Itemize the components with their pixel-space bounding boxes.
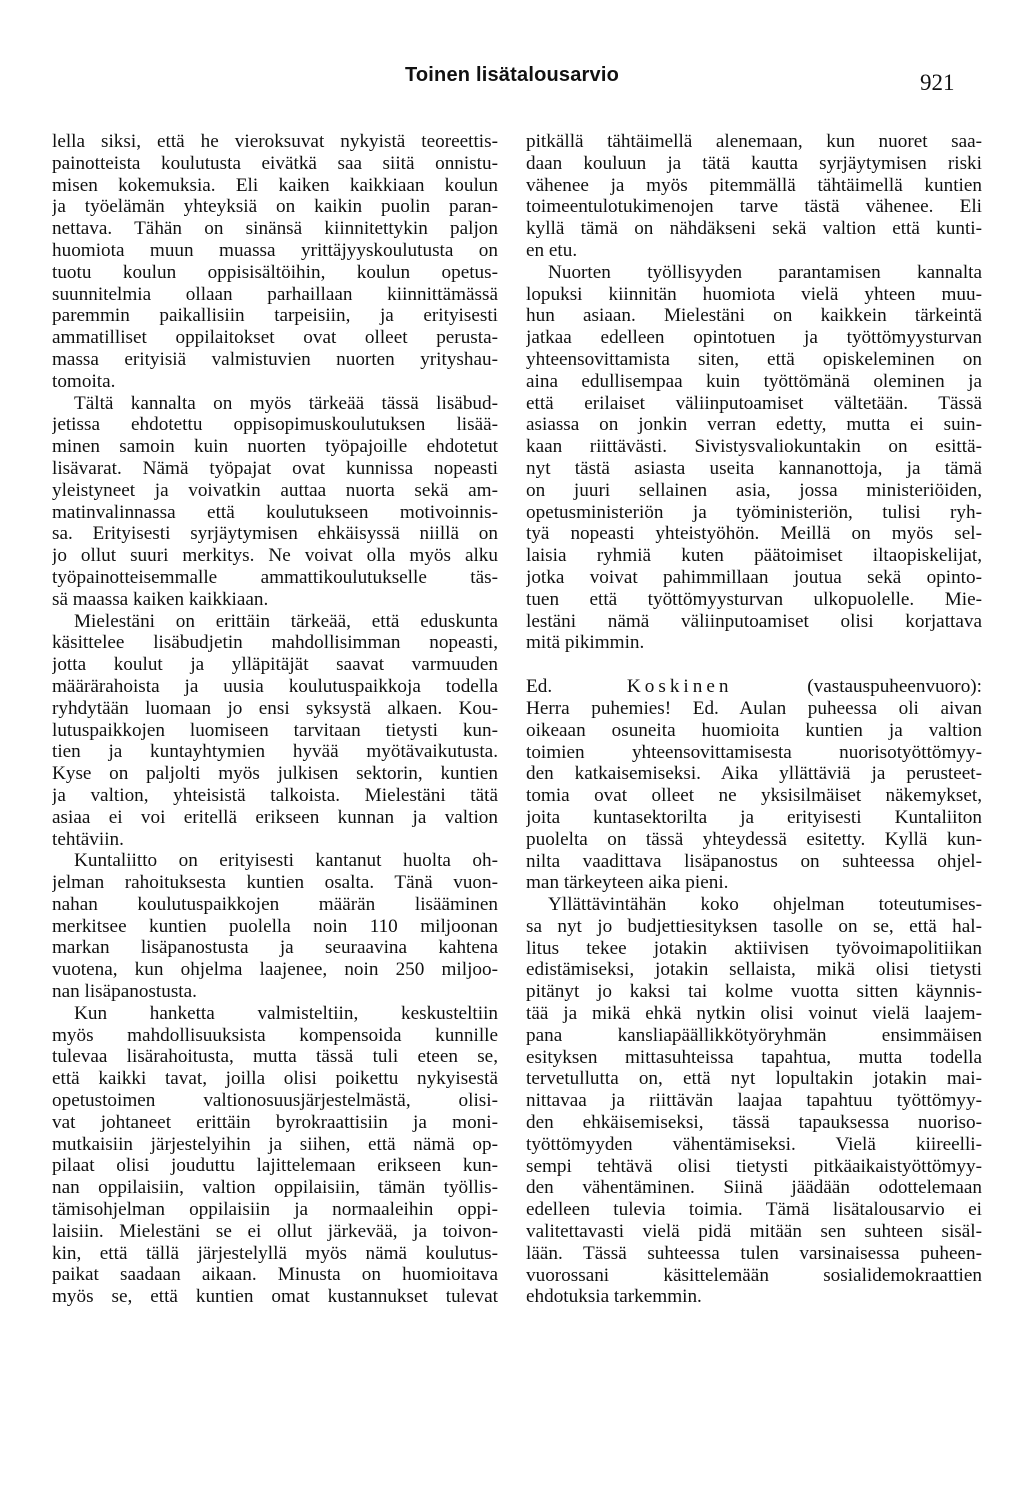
text-line: paremmin paikallisiin tarpeisiin, ja erityisesti — [52, 305, 498, 327]
text-line: toimeentulotukimenojen tarve tästä vähenee. Eli — [526, 196, 982, 218]
text-line: litus tekee jotakin aktiivisen työvoimapolitiikan — [526, 937, 982, 959]
text-line: jotka voivat pahimmillaan joutua sekä opinto- — [526, 566, 982, 588]
text-line: tomia ovat olleet ne yksisilmäiset näkemykset, — [526, 785, 982, 807]
text-line: tervetullutta on, että nyt lopultakin jotakin mai- — [526, 1068, 982, 1090]
text-line: Tältä kannalta on myös tärkeää tässä lisäbud- — [74, 392, 498, 414]
text-line: sä maassa kaiken kaikkiaan. — [52, 588, 269, 610]
left-column — [52, 131, 498, 1308]
text-line: en etu. — [526, 239, 578, 261]
text-line: nettava. Tähän on sinänsä kiinnitettykin paljon — [52, 218, 498, 240]
page-number: 921 — [920, 70, 955, 95]
text-line: ryhdytään luomaan jo ensi syksystä alkaen. Kou- — [52, 697, 498, 719]
text-line: markan lisäpanostusta ja seuraavina kahtena — [52, 937, 498, 959]
text-line: Herra puhemies! Ed. Aulan puheessa oli aivan — [526, 697, 982, 719]
text-line: tomoita. — [52, 370, 116, 392]
text-line: laisia ryhmiä kuten päätoimiset iltaopiskelijat, — [526, 545, 982, 567]
text-line: yleistyneet ja voivatkin auttaa nuorta sekä am- — [52, 479, 498, 501]
text-line: mutkaisiin järjestelyihin ja siihen, että nämä op- — [52, 1133, 498, 1155]
text-line: ja valtion, yhteisistä talkoista. Mielestäni tätä — [52, 784, 498, 806]
text-line: paikat saadaan aikaan. Minusta on huomioitava — [52, 1264, 498, 1286]
text-line: matinvalinnassa että koulutukseen motivoinnis- — [52, 501, 498, 523]
speaker-line — [526, 676, 982, 698]
text-line: nahan koulutuspaikkojen määrän lisääminen — [52, 893, 498, 915]
text-line: ja työelämän yhteyksiä on kaikin puolin paran- — [52, 196, 498, 218]
text-line: man tärkeyteen aika pieni. — [526, 872, 729, 894]
text-line: merkitsee kuntien puolella noin 110 miljoonan — [52, 915, 498, 937]
text-line: Mielestäni on erittäin tärkeää, että eduskunta — [74, 610, 498, 632]
text-line: nan oppilaisiin, valtion oppilaisiin, tämän työllis- — [52, 1177, 498, 1199]
text-line: että erilaiset väliinputoamiset vältetään. Tässä — [526, 392, 982, 414]
text-line: pana kansliapäällikkötyöryhmän ensimmäisen — [526, 1024, 982, 1046]
text-line: den ehkäisemiseksi, tässä tapauksessa nuoriso- — [526, 1112, 982, 1134]
text-line: pitänyt jo kaksi tai kolme vuotta sitten käynnis- — [526, 981, 982, 1003]
text-line: daan kouluun ja tätä kautta syrjäytymisen riski — [526, 152, 982, 174]
text-line: minen samoin kuin nuorten työpajoille ehdotetut — [52, 436, 498, 458]
text-line: joita kuntasektorilta ja erityisesti Kuntaliiton — [526, 806, 982, 828]
text-line: lisävarat. Nämä työpajat ovat kunnissa nopeasti — [52, 457, 498, 479]
text-line: nyt tästä asiasta useita kannanottoja, ja tämä — [526, 457, 982, 479]
text-line: asiassa on jonkin verran edetty, mutta ei suin- — [526, 414, 982, 436]
text-line: massa erityisiä valmistuvien nuorten yrityshau- — [52, 348, 498, 370]
text-line: mitä pikimmin. — [526, 632, 645, 654]
text-line: vat johtaneet erittäin byrokraattisiin ja moni- — [52, 1111, 498, 1133]
text-line: työttömyyden vähentämiseksi. Vielä kiireelli- — [526, 1133, 982, 1155]
text-line: tulevaa lisärahoitusta, mutta tässä tuli eteen se, — [52, 1046, 498, 1068]
text-line: jotta koulut ja ylläpitäjät saavat varmuuden — [52, 654, 498, 676]
text-line: jetissa ehdotettu oppisopimuskoulutuksen lisää- — [52, 414, 498, 436]
text-line: Kuntaliitto on erityisesti kantanut huolta oh- — [74, 850, 498, 872]
text-line: määrärahoista ja uusia koulutuspaikkoja todella — [52, 675, 498, 697]
text-line: käsittelee lisäbudjetin mahdollisimman nopeasti, — [52, 632, 498, 654]
text-line: jelman rahoituksesta kuntien osalta. Tänä vuon- — [52, 872, 498, 894]
text-line: edelleen tulevia toimia. Tämä lisätalousarvio ei — [526, 1199, 982, 1221]
text-line: nittavaa ja riittävän laajaa tapahtuu työttömyy- — [526, 1090, 982, 1112]
right-column — [526, 131, 982, 1308]
speech-paragraphs — [526, 698, 982, 1308]
text-line: Yllättävintähän koko ohjelman toteutumises- — [548, 894, 982, 916]
text-line: laisiin. Mielestäni se ei ollut järkevää, ja toivon- — [52, 1220, 498, 1242]
text-line: ehdotuksia tarkemmin. — [526, 1286, 702, 1308]
text-line: Kun hanketta valmisteltiin, keskusteltiin — [74, 1002, 498, 1024]
text-line: lutuspaikkojen luomiseen tarvitaan tietysti kun- — [52, 719, 498, 741]
text-line: opetusministeriön ja työministeriön, tulisi ryh- — [526, 501, 982, 523]
text-line: vuorossani käsittelemään sosialidemokraattien — [526, 1264, 982, 1286]
text-line: Nuorten työllisyyden parantamisen kannalta — [548, 261, 982, 283]
text-line: yhteensovittamista siten, että opiskeleminen on — [526, 348, 982, 370]
text-line: on juuri sellainen asia, jossa ministeriöiden, — [526, 479, 982, 501]
text-line: ammatilliset oppilaitokset ovat olleet perusta- — [52, 327, 498, 349]
text-line: lestäni nämä väliinputoamiset olisi korjattava — [526, 610, 982, 632]
text-line: myös se, että kuntien omat kustannukset tulevat — [52, 1286, 498, 1308]
text-line: esityksen mittasuhteissa tapahtua, mutta todella — [526, 1046, 982, 1068]
speaker-role: (vastauspuheenvuoro): — [807, 676, 982, 698]
text-line: tuen että työttömyysturvan ulkopuolelle. Mie- — [526, 588, 982, 610]
text-line: jatkaa edelleen opintotuen ja työttömyysturvan — [526, 327, 982, 349]
text-line: vähenee ja myös pitemmällä tähtäimellä kuntien — [526, 174, 982, 196]
text-line: edistämiseksi, jotakin sellaista, mikä olisi tietysti — [526, 959, 982, 981]
text-line: pilaat olisi jouduttu lajittelemaan erikseen kun- — [52, 1155, 498, 1177]
text-line: den katkaisemiseksi. Aika yllättäviä ja perusteet- — [526, 763, 982, 785]
text-line: kaan riittävästi. Sivistysvaliokuntakin on esittä- — [526, 436, 982, 458]
text-line: painotteista koulutusta eivätkä saa siitä onnistu- — [52, 152, 498, 174]
text-line: hun asiaan. Mielestäni on kaikkein tärkeintä — [526, 305, 982, 327]
text-line: vuotena, kun ohjelma laajenee, noin 250 miljoo- — [52, 959, 498, 981]
text-line: kin, että tällä järjestelyllä myös nämä koulutus- — [52, 1242, 498, 1264]
text-line: aina edullisempaa kuin työttömänä oleminen ja — [526, 370, 982, 392]
text-line: oikeaan osuneita huomioita kuntien ja valtion — [526, 719, 982, 741]
right-column-paragraphs — [526, 131, 982, 654]
text-line: huomiota muun muassa yrittäjyyskoulutusta on — [52, 239, 498, 261]
text-line: sempi tehtävä olisi tietysti pitkäaikaistyöttömyy- — [526, 1155, 982, 1177]
text-line: tyä nopeasti yhteistyöhön. Meillä on myös sel- — [526, 523, 982, 545]
text-line: toimien yhteensovittamisesta nuorisotyöttömyy- — [526, 741, 982, 763]
text-line: lään. Tässä suhteessa tulen varsinaisessa puheen- — [526, 1242, 982, 1264]
text-line: tämisohjelman oppilaisiin ja normaaleihin oppi- — [52, 1199, 498, 1221]
text-line: kyllä tämä on nähdäkseni sekä valtion että kunti- — [526, 218, 982, 240]
text-line: sa. Erityisesti syrjäytymisen ehkäisyssä niillä on — [52, 523, 498, 545]
text-line: tehtäviin. — [52, 828, 124, 850]
text-line: suunnitelmia ollaan parhaillaan kiinnittämässä — [52, 283, 498, 305]
text-line: työpainotteisemmalle ammattikoulutukselle täs- — [52, 566, 498, 588]
text-line: tien ja kuntayhtymien hyvää myötävaikutusta. — [52, 741, 498, 763]
text-line: opetustoimen valtionosuusjärjestelmästä, olisi- — [52, 1090, 498, 1112]
text-line: nilta vaadittava lisäpanostus on suhteessa ohjel- — [526, 850, 982, 872]
speaker-prefix: Ed. — [526, 676, 553, 698]
text-line: tuotu koulun oppisisältöihin, koulun opetus- — [52, 261, 498, 283]
text-line: den vähentäminen. Siinä jäädään odottelemaan — [526, 1177, 982, 1199]
text-line: misen kokemuksia. Eli kaiken kaikkiaan koulun — [52, 174, 498, 196]
text-line: sa nyt jo budjettiesityksen tasolle on se, että hal- — [526, 915, 982, 937]
text-line: että kaikki tavat, joilla olisi poikettu nykyisestä — [52, 1068, 498, 1090]
running-header-title: Toinen lisätalousarvio — [404, 64, 620, 86]
text-line: lopuksi kiinnitän huomiota vielä yhteen muu- — [526, 283, 982, 305]
text-line: tää ja mikä ehkä nytkin olisi voinut vielä laajem- — [526, 1003, 982, 1025]
text-line: myös mahdollisuuksista kompensoida kunnille — [52, 1024, 498, 1046]
speaker-name: Koskinen — [626, 676, 733, 698]
text-line: Kyse on paljolti myös julkisen sektorin, kuntien — [52, 763, 498, 785]
text-line: jo ollut suuri merkitys. Ne voivat olla myös alku — [52, 545, 498, 567]
text-line: lella siksi, että he vieroksuvat nykyistä teoreettis- — [52, 131, 498, 152]
text-line: nan lisäpanostusta. — [52, 981, 197, 1003]
text-line: valitettavasti vielä pidä mitään sen suhteen sisäl- — [526, 1221, 982, 1243]
text-line: asiaa ei voi eritellä erikseen kunnan ja valtion — [52, 806, 498, 828]
text-line: puolelta on tässä yhteydessä esitetty. Kyllä kun- — [526, 828, 982, 850]
text-line: pitkällä tähtäimellä alenemaan, kun nuoret saa- — [526, 131, 982, 152]
section-gap — [526, 654, 982, 676]
